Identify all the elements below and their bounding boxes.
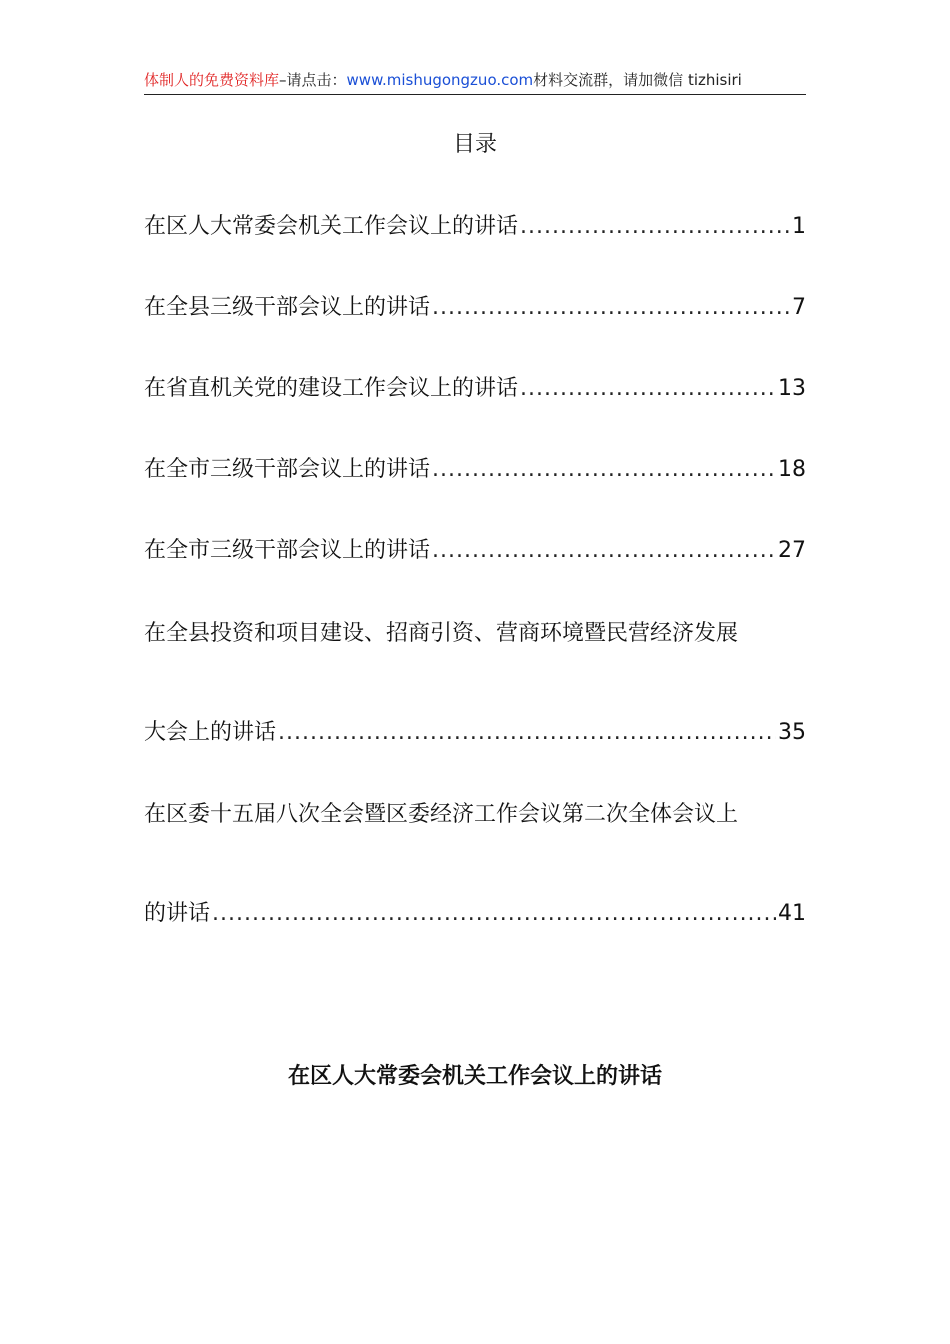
toc-entry-text-line1[interactable]: 在区委十五届八次全会暨区委经济工作会议第二次全体会议上 [144,802,739,827]
toc-entry[interactable] [144,534,806,568]
header-site-link[interactable]: www.mishugongzuo.com [346,71,534,89]
toc-leader-dots [432,453,776,487]
toc-page-number: 1 [792,214,806,239]
header-prompt: –请点击： [279,71,347,89]
toc-page-number: 13 [778,376,806,401]
toc-entry-text-line2: 的讲话 [144,901,211,926]
toc-entry-text: 在全县三级干部会议上的讲话 [144,295,431,320]
toc-entry-text-line2: 大会上的讲话 [144,720,277,745]
toc-leader-dots [432,291,790,325]
toc-page-number: 41 [778,901,806,926]
toc-leader-dots [432,534,776,568]
toc-page-number: 18 [778,457,806,482]
toc-entry[interactable] [144,372,806,406]
section-heading: 在区人大常委会机关工作会议上的讲话 [287,1064,662,1089]
toc-leader-dots [212,897,776,931]
toc-entry-text: 在区人大常委会机关工作会议上的讲话 [144,214,519,239]
toc-leader-dots [520,372,776,406]
toc-entry-text: 在全市三级干部会议上的讲话 [144,457,431,482]
header-contact: 材料交流群，请加微信 tizhisiri [533,71,742,89]
toc-entry[interactable] [144,453,806,487]
page-header [144,66,806,95]
toc-page-number: 27 [778,538,806,563]
toc-entry[interactable] [144,210,806,244]
toc-entry[interactable] [144,716,806,750]
toc-entry-text: 在省直机关党的建设工作会议上的讲话 [144,376,519,401]
toc-page-number: 35 [778,720,806,745]
toc-entry-text-line1[interactable]: 在全县投资和项目建设、招商引资、营商环境暨民营经济发展 [144,621,739,646]
toc-leader-dots [278,716,776,750]
toc-entry[interactable] [144,291,806,325]
toc-leader-dots [520,210,790,244]
toc-title: 目录 [452,132,497,157]
header-brand: 体制人的免费资料库 [144,71,280,89]
toc-entry[interactable] [144,897,806,931]
toc-page-number: 7 [792,295,806,320]
toc-entry-text: 在全市三级干部会议上的讲话 [144,538,431,563]
